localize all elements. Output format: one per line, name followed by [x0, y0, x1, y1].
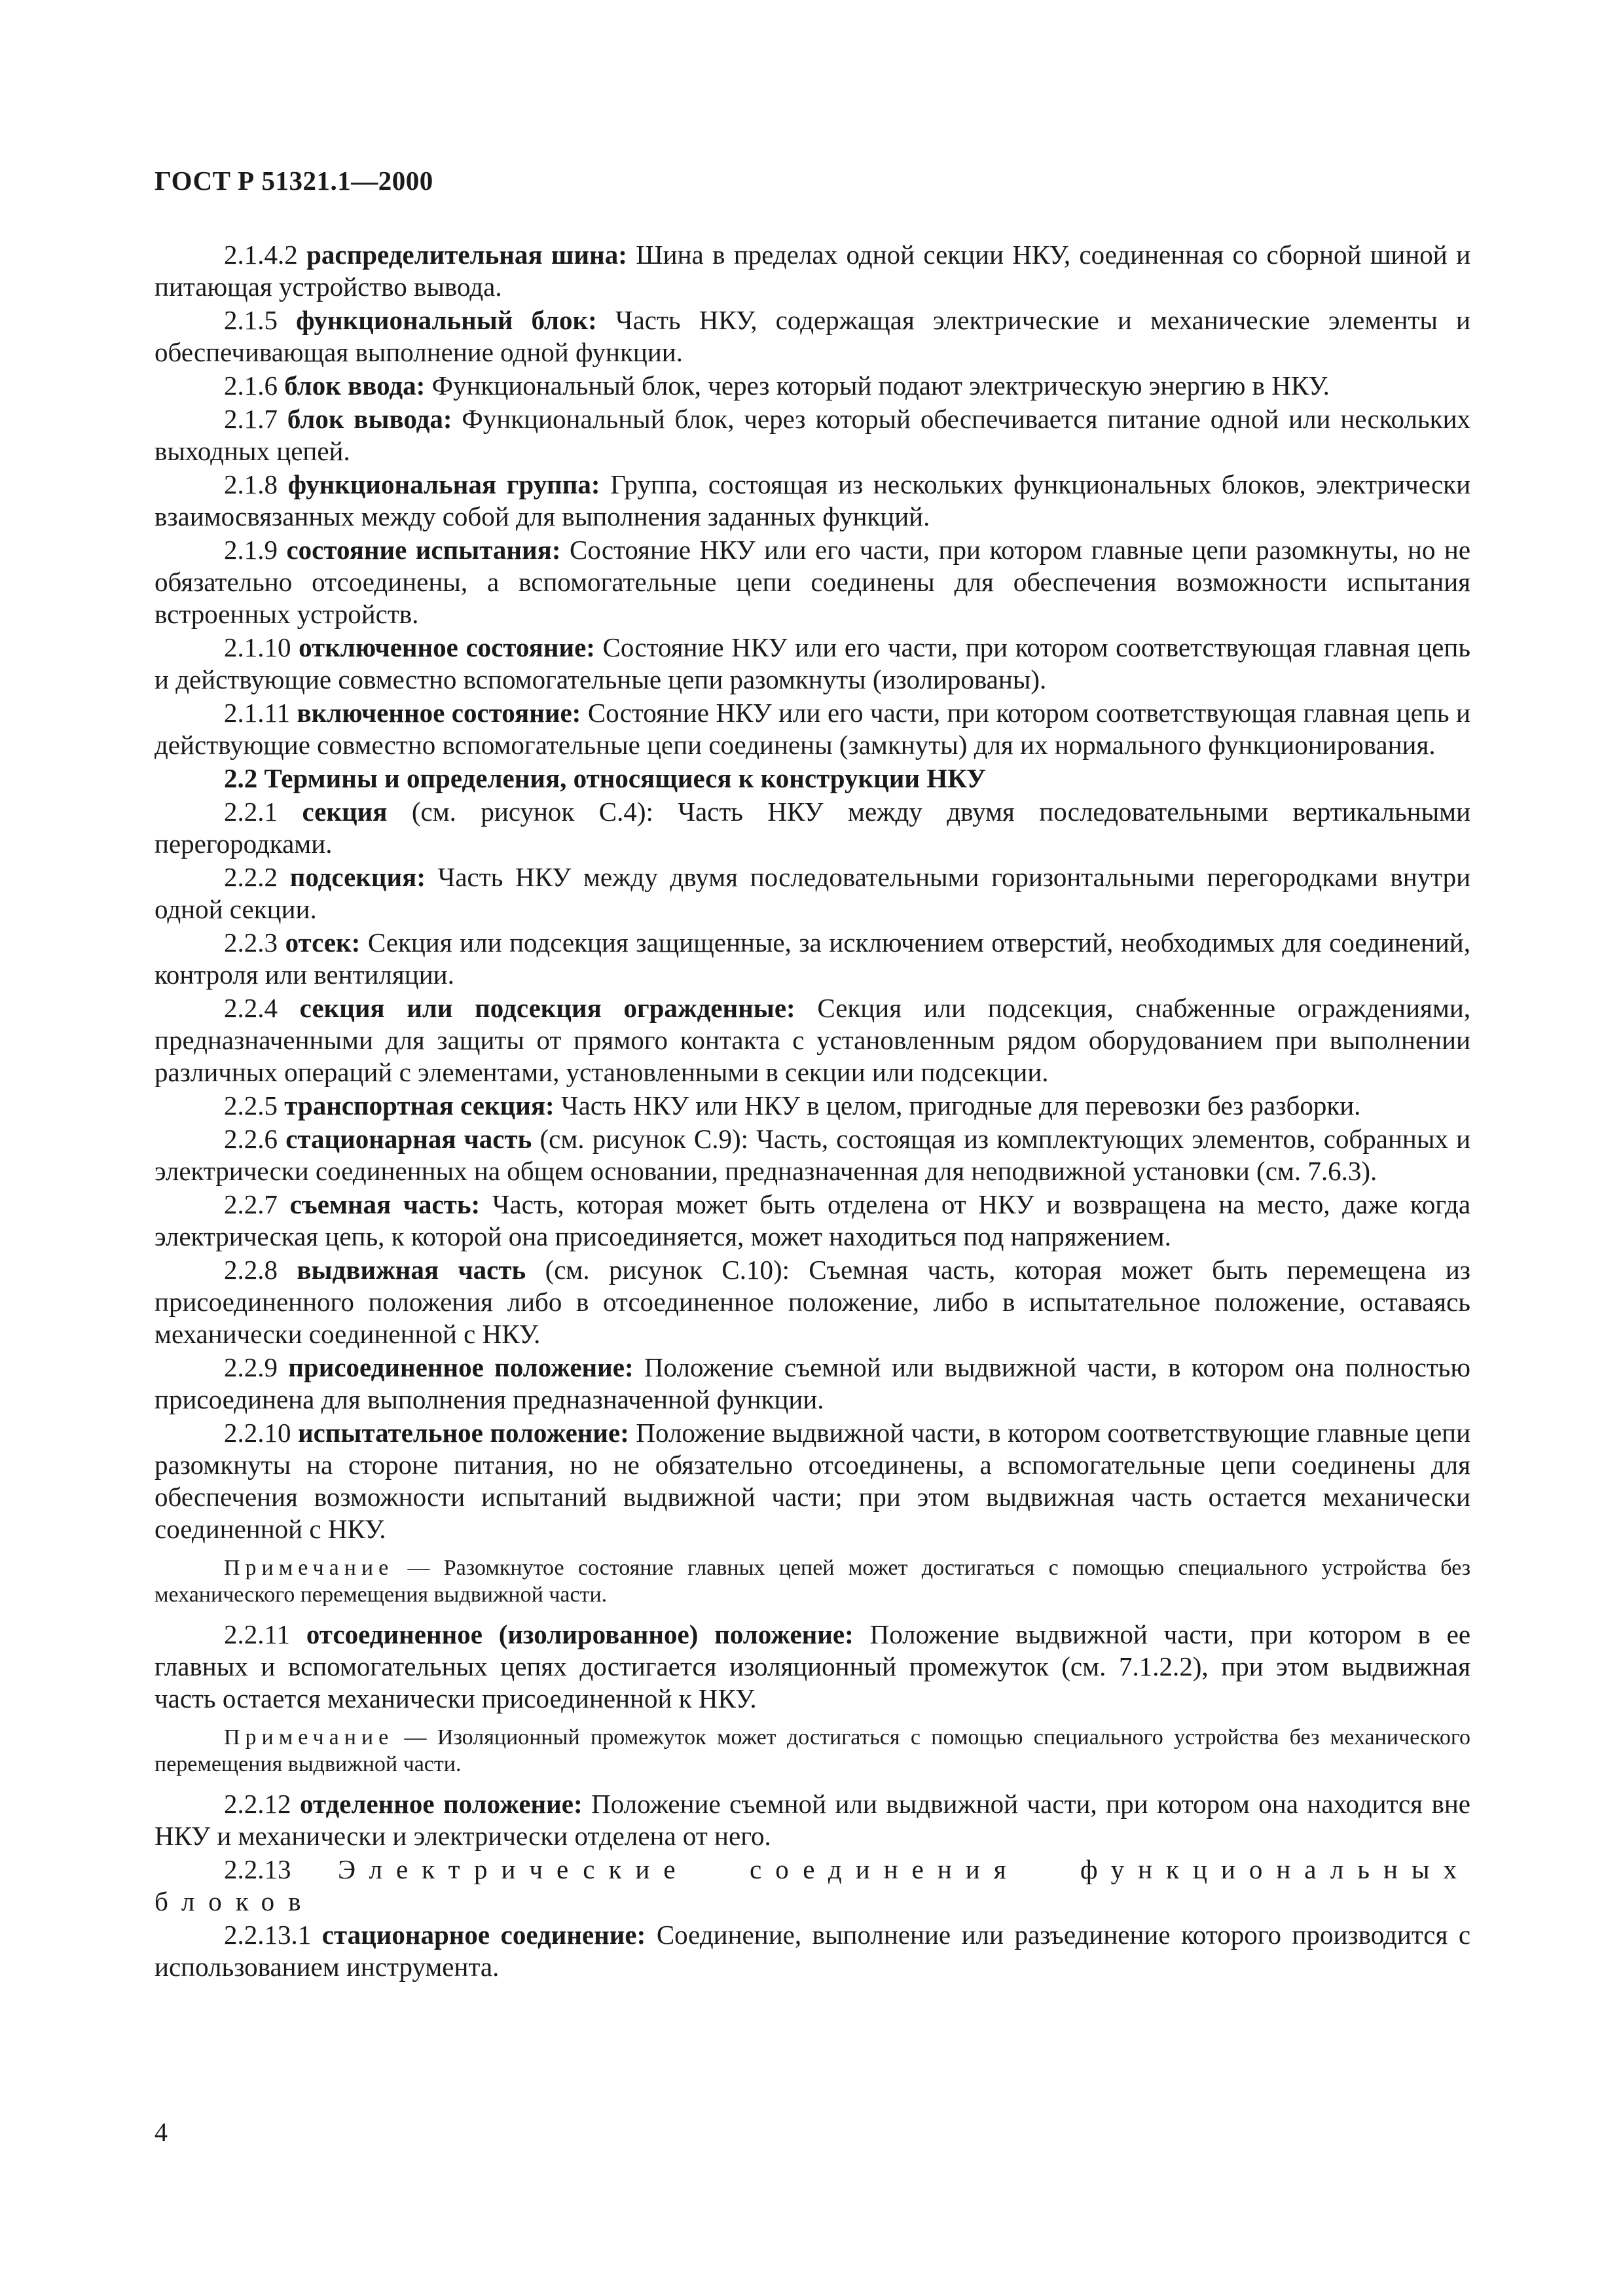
term: включенное состояние:: [297, 698, 581, 728]
definition-paragraph: [155, 1788, 1470, 1852]
clause-number: 2.1.6: [224, 370, 278, 401]
note-text: — Разомкнутое состояние главных цепей может достигаться с помощью специального устройства без механического перемещения выдвижной части.: [155, 1556, 1471, 1607]
definition-paragraph: [155, 632, 1470, 696]
clause-number: 2.2.9: [224, 1352, 278, 1382]
definition-text: Состояние НКУ или его части, при котором главные цепи разомкнуты, но не обязательно отсоединены, а вспомогательные цепи соединены для обеспечения возможности испытания встроенных устройств.: [155, 535, 1471, 629]
definition-text: Состояние НКУ или его части, при котором соответствующая главная цепь и действующие совместно вспомогательные цепи соединены (замкнуты) для их нормального функционирования.: [155, 698, 1471, 760]
definition-text: Состояние НКУ или его части, при котором соответствующая главная цепь и действующие совместно вспомогательные цепи разомкнуты (изолированы).: [155, 632, 1470, 694]
definition-paragraph: [155, 1090, 1470, 1122]
document-header: ГОСТ Р 51321.1—2000: [155, 166, 433, 196]
term: испытательное положение:: [297, 1418, 629, 1448]
clause-number: 2.2.1: [224, 797, 278, 827]
definition-text: Часть НКУ или НКУ в целом, пригодные для перевозки без разборки.: [560, 1090, 1361, 1121]
term: отсек:: [285, 927, 361, 958]
clause-number: 2.2.4: [224, 993, 278, 1023]
definition-text: Группа, состоящая из нескольких функциональных блоков, электрически взаимосвязанных между собой для выполнения заданных функций.: [155, 469, 1471, 531]
subsection-title: Электрические соединения функциональных блоков: [155, 1854, 1470, 1916]
note-text: — Изоляционный промежуток может достигаться с помощью специального устройства без механического перемещения выдвижной части.: [155, 1725, 1471, 1776]
clause-number: 2.2.6: [224, 1124, 278, 1154]
definition-text: Часть, которая может быть отделена от НКУ и возвращена на место, даже когда электрическая цепь, к которой она присоединяется, может находиться под напряжением.: [155, 1189, 1471, 1251]
definition-paragraph: [155, 1123, 1470, 1187]
term: отделенное положение:: [299, 1789, 583, 1819]
definition-paragraph: [155, 796, 1470, 860]
section-heading: [155, 762, 1470, 795]
definition-paragraph: [155, 239, 1470, 303]
term: состояние испытания:: [286, 535, 561, 565]
term: стационарное соединение:: [321, 1920, 646, 1950]
term: транспортная секция:: [284, 1090, 555, 1121]
definition-paragraph: [155, 469, 1470, 533]
clause-number: 2.2.12: [224, 1789, 291, 1819]
clause-number: 2.1.7: [224, 404, 278, 434]
clause-number: 2.2.5: [224, 1090, 278, 1121]
definition-text: Шина в пределах одной секции НКУ, соединенная со сборной шиной и питающая устройство вывода.: [155, 240, 1471, 302]
clause-number: 2.2.13.1: [224, 1920, 312, 1950]
term: 2.2 Термины и определения, относящиеся к конструкции НКУ: [224, 763, 987, 793]
definition-paragraph: [155, 403, 1470, 467]
definition-text: Функциональный блок, через который обеспечивается питание одной или нескольких выходных цепей.: [155, 404, 1471, 466]
clause-number: 2.1.4.2: [224, 240, 298, 270]
page-number: 4: [155, 2117, 168, 2147]
term: стационарная часть: [285, 1124, 532, 1154]
clause-number: 2.2.3: [224, 927, 278, 958]
term: блок вывода:: [287, 404, 452, 434]
clause-number: 2.2.13: [224, 1854, 291, 1884]
definition-text: (см. рисунок С.9): Часть, состоящая из комплектующих элементов, собранных и электрически соединенных на общем основании, предназначенная для неподвижной установки (см. 7.6.3).: [155, 1124, 1471, 1186]
paragraph-list: [155, 239, 1470, 1545]
note-label: Примечание: [224, 1556, 394, 1580]
term: присоединенное положение:: [288, 1352, 634, 1382]
note-paragraph: [155, 1554, 1470, 1608]
definition-paragraph: [155, 1352, 1470, 1416]
term: отключенное состояние:: [299, 632, 595, 662]
term: функциональный блок:: [296, 305, 597, 335]
term: секция: [302, 797, 388, 827]
term: съемная часть:: [289, 1189, 481, 1219]
definition-paragraph: [155, 1619, 1470, 1715]
definition-text: Положение выдвижной части, при котором в ее главных и вспомогательных цепях достигается изоляционный промежуток (см. 7.1.2.2), при этом выдвижная часть остается механически присоединенной к НКУ.: [155, 1619, 1471, 1713]
note-paragraph: [155, 1724, 1470, 1778]
definition-text: Положение съемной или выдвижной части, в котором она полностью присоединена для выполнения предназначенной функции.: [155, 1352, 1470, 1414]
clause-number: 2.1.9: [224, 535, 278, 565]
definition-paragraph: [155, 1919, 1470, 1983]
definition-paragraph: [155, 1417, 1470, 1545]
definition-text: Положение съемной или выдвижной части, при котором она находится вне НКУ и механически и электрически отделена от него.: [155, 1789, 1471, 1851]
document-body: [155, 239, 1470, 1984]
clause-number: 2.1.10: [224, 632, 291, 662]
definition-paragraph: [155, 534, 1470, 630]
term: блок ввода:: [284, 370, 426, 401]
definition-paragraph: [155, 370, 1470, 402]
definition-text: Положение выдвижной части, в котором соответствующие главные цепи разомкнуты на стороне питания, но не обязательно отсоединены, а вспомогательные цепи соединены для обеспечения возможности испытаний выдвижной части; при этом выдвижная часть остается механически соединенной с НКУ.: [155, 1418, 1471, 1544]
definition-text: Функциональный блок, через который подают электрическую энергию в НКУ.: [431, 370, 1330, 401]
definition-text: Часть НКУ, содержащая электрические и механические элементы и обеспечивающая выполнение одной функции.: [155, 305, 1470, 367]
definition-paragraph: [155, 927, 1470, 991]
term: функциональная группа:: [287, 469, 600, 499]
term: отсоединенное (изолированное) положение:: [306, 1619, 854, 1649]
clause-number: 2.2.11: [224, 1619, 290, 1649]
definition-paragraph: [155, 861, 1470, 925]
definition-paragraph: [155, 304, 1470, 368]
definition-text: (см. рисунок С.10): Съемная часть, которая может быть перемещена из присоединенного положения либо в отсоединенное положение, либо в испытательное положение, оставаясь механически соединенной с НКУ.: [155, 1255, 1471, 1349]
definition-text: (см. рисунок С.4): Часть НКУ между двумя последовательными вертикальными перегородками.: [155, 797, 1471, 859]
definition-text: Часть НКУ между двумя последовательными горизонтальными перегородками внутри одной секции.: [155, 862, 1471, 924]
clause-number: 2.1.11: [224, 698, 290, 728]
definition-text: Секция или подсекция, снабженные ограждениями, предназначенными для защиты от прямого контакта с установленным рядом оборудованием при выполнении различных операций с элементами, установленными в секции или подсекции.: [155, 993, 1471, 1087]
subsection-heading: [155, 1854, 1470, 1918]
definition-paragraph: [155, 992, 1470, 1088]
term: выдвижная часть: [297, 1255, 526, 1285]
term: подсекция:: [289, 862, 426, 892]
note-label: Примечание: [224, 1725, 394, 1749]
definition-paragraph: [155, 1189, 1470, 1253]
definition-text: Соединение, выполнение или разъединение которого производится с использованием инструмента.: [155, 1920, 1471, 1982]
definition-paragraph: [155, 697, 1470, 761]
clause-number: 2.1.8: [224, 469, 278, 499]
clause-number: 2.2.8: [224, 1255, 278, 1285]
clause-number: 2.2.7: [224, 1189, 278, 1219]
definition-text: Секция или подсекция защищенные, за исключением отверстий, необходимых для соединений, контроля или вентиляции.: [155, 927, 1470, 990]
definition-paragraph: [155, 1254, 1470, 1350]
clause-number: 2.2.2: [224, 862, 278, 892]
clause-number: 2.1.5: [224, 305, 278, 335]
term: секция или подсекция огражденные:: [299, 993, 795, 1023]
clause-number: 2.2.10: [224, 1418, 291, 1448]
term: распределительная шина:: [306, 240, 627, 270]
